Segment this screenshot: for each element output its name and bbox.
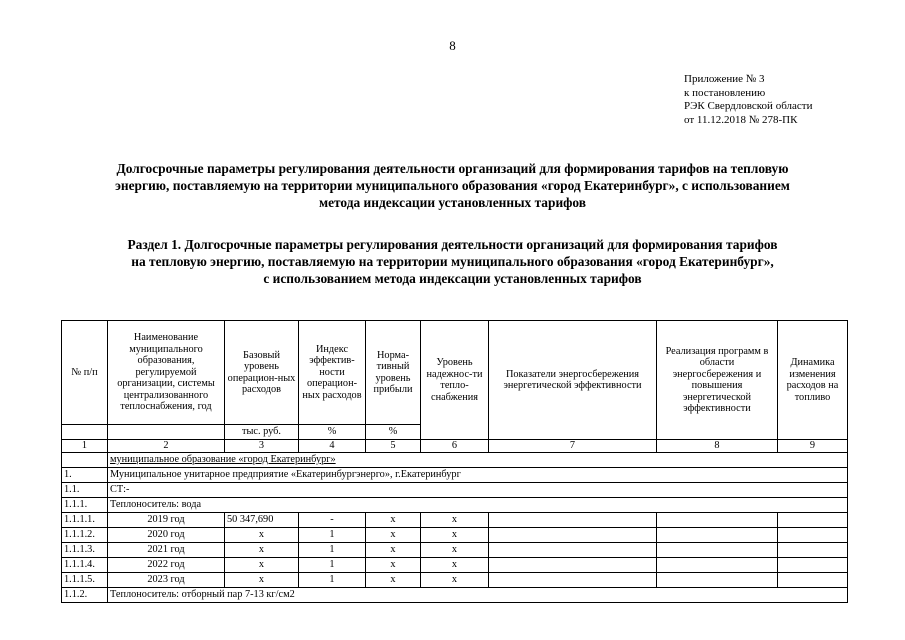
row-number: 1.1.1.3. [62,542,108,557]
reliability-cell: x [421,512,489,527]
col-header-index: Индекс эффектив-ности операцион-ных расходов [299,321,366,425]
carrier-name: Теплоноситель: отборный пар 7-13 кг/см2 [108,587,848,602]
document-title [50,160,855,211]
empty-cell [778,542,848,557]
column-number: 6 [421,440,489,453]
empty-cell [489,527,657,542]
empty-cell [778,557,848,572]
empty-cell [778,527,848,542]
efficiency-index-cell: 1 [299,572,366,587]
year-label: 2021 год [108,542,225,557]
efficiency-index-cell: - [299,512,366,527]
column-number: 7 [489,440,657,453]
base-cost-cell: x [225,542,299,557]
header-row [62,321,848,425]
column-number: 9 [778,440,848,453]
year-label: 2022 год [108,557,225,572]
title-line: метода индексации установленных тарифов [318,195,587,210]
col-header-programs: Реализация программ в области энергосбережения и повышения энергетической эффективности [657,321,778,440]
appendix-reference [684,73,812,127]
empty-cell [778,572,848,587]
appendix-line: от 11.12.2018 № 278-ПК [684,113,798,126]
base-cost-cell: x [225,527,299,542]
organization-name: Муниципальное унитарное предприятие «Екатеринбургэнерго», г.Екатеринбург [108,467,848,482]
empty-cell [489,557,657,572]
row-number: 1.1.1.1. [62,512,108,527]
year-row [62,557,848,572]
year-row [62,542,848,557]
row-number: 1.1.1.5. [62,572,108,587]
empty-cell [778,512,848,527]
title-line: энергию, поставляемую на территории муниципального образования «город Екатеринбург», с использованием [115,178,790,193]
empty-cell [657,512,778,527]
carrier-row [62,587,848,602]
reliability-cell: x [421,557,489,572]
appendix-line: к постановлению [684,86,766,99]
carrier-row [62,497,848,512]
column-number: 2 [108,440,225,453]
row-number: 1.1.2. [62,587,108,602]
base-cost-cell: 50 347,690 [225,512,299,527]
reliability-cell: x [421,572,489,587]
year-row [62,572,848,587]
row-number: 1.1. [62,482,108,497]
column-number: 4 [299,440,366,453]
col-header-num: № п/п [62,321,108,425]
base-cost-cell: x [225,572,299,587]
year-row [62,527,848,542]
empty-cell [62,452,108,467]
empty-cell [657,527,778,542]
col-header-base: Базовый уровень операцион-ных расходов [225,321,299,425]
row-number: 1.1.1.4. [62,557,108,572]
col-header-reliability: Уровень надежнос-ти тепло-снабжения [421,321,489,440]
organization-row [62,467,848,482]
reliability-cell: x [421,527,489,542]
unit-base: тыс. руб. [225,425,299,440]
column-number: 5 [366,440,421,453]
base-cost-cell: x [225,557,299,572]
system-row [62,482,848,497]
empty-cell [489,542,657,557]
efficiency-index-cell: 1 [299,557,366,572]
profit-level-cell: x [366,542,421,557]
row-number: 1.1.1.2. [62,527,108,542]
row-number: 1.1.1. [62,497,108,512]
title-line: Долгосрочные параметры регулирования деятельности организаций для формирования тарифов на тепловую [116,161,789,176]
column-number: 1 [62,440,108,453]
empty-cell [489,572,657,587]
profit-level-cell: x [366,557,421,572]
reliability-cell: x [421,542,489,557]
municipality-row [62,452,848,467]
col-header-norm: Норма-тивный уровень прибыли [366,321,421,425]
appendix-line: РЭК Свердловской области [684,100,813,112]
unit-cell-empty [62,425,108,440]
profit-level-cell: x [366,512,421,527]
parameters-table [61,320,848,603]
col-header-energy: Показатели энергосбережения энергетической эффективности [489,321,657,440]
col-header-name: Наименование муниципального образования, регулируемой организации, системы централизованного теплоснабжения, год [108,321,225,425]
empty-cell [657,572,778,587]
year-row [62,512,848,527]
col-header-dynamics: Динамика изменения расходов на топливо [778,321,848,440]
efficiency-index-cell: 1 [299,527,366,542]
profit-level-cell: x [366,527,421,542]
row-number: 1. [62,467,108,482]
unit-index: % [299,425,366,440]
appendix-line: Приложение № 3 [684,73,765,85]
system-name: СТ:- [108,482,848,497]
column-number: 8 [657,440,778,453]
empty-cell [657,557,778,572]
page-number: 8 [449,38,456,53]
section-line: на тепловую энергию, поставляемую на территории муниципального образования «город Екатеринбург», [131,254,774,269]
section-line: Раздел 1. Долгосрочные параметры регулирования деятельности организаций для формирования тарифов [127,237,778,252]
year-label: 2019 год [108,512,225,527]
column-number: 3 [225,440,299,453]
efficiency-index-cell: 1 [299,542,366,557]
unit-norm: % [366,425,421,440]
profit-level-cell: x [366,572,421,587]
municipality-name: муниципальное образование «город Екатеринбург» [108,452,848,467]
column-numbers-row [62,440,848,453]
unit-cell-empty [108,425,225,440]
empty-cell [657,542,778,557]
year-label: 2020 год [108,527,225,542]
empty-cell [489,512,657,527]
section-line: с использованием метода индексации установленных тарифов [263,271,642,286]
carrier-name: Теплоноситель: вода [108,497,848,512]
section-title [50,236,855,287]
year-label: 2023 год [108,572,225,587]
